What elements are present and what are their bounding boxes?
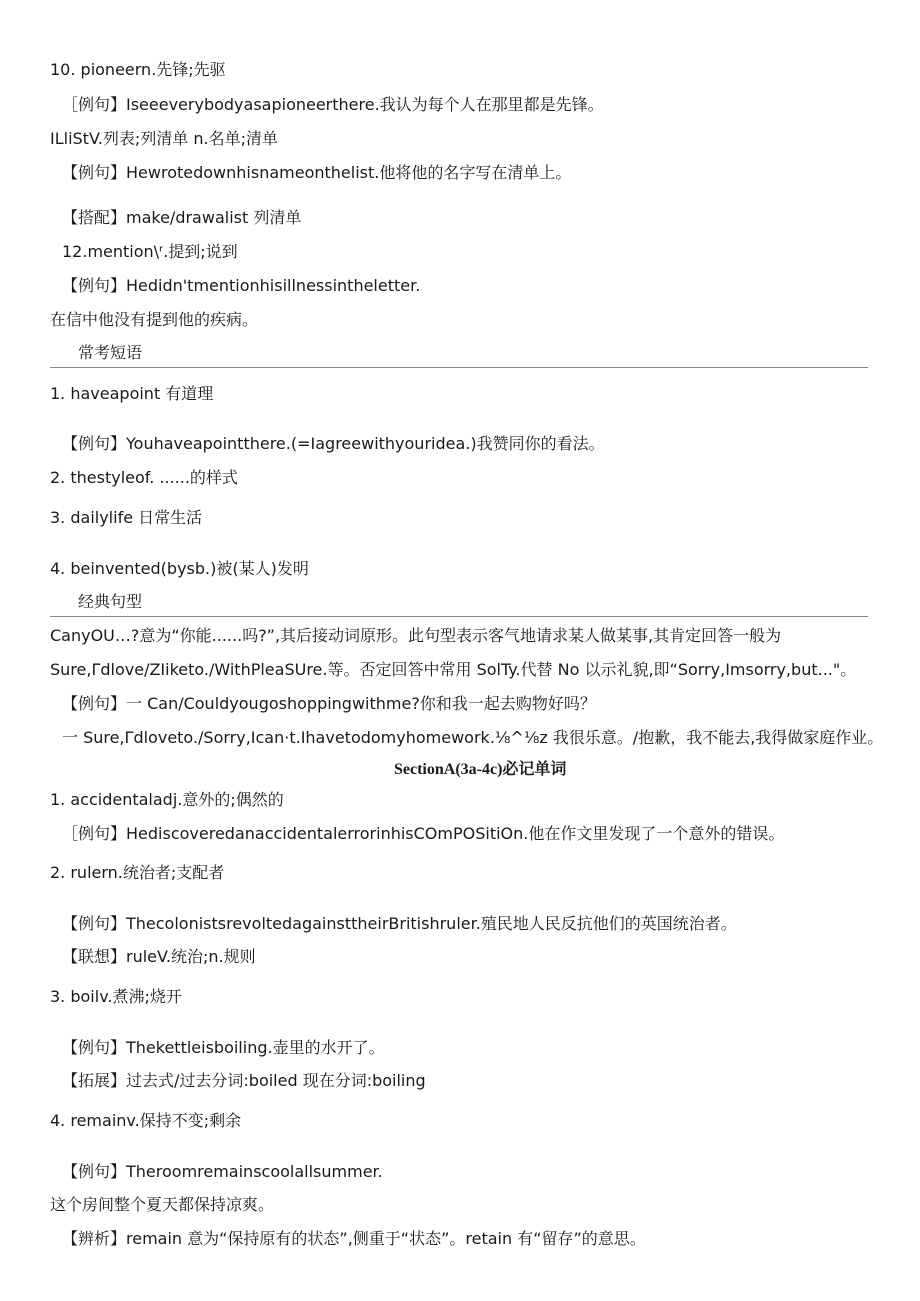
- line-4: 【例句】Hewrotedownhisnameonthelist.他将他的名字写在清单上。: [62, 163, 572, 182]
- divider: [50, 616, 868, 617]
- line-16: CanyOU…?意为“你能......吗?”,其后接动词原形。此句型表示客气地请求某人做某事,其肯定回答一般为: [50, 626, 782, 645]
- section-heading-phrases: 常考短语: [78, 343, 143, 362]
- line-26: 3. boilv.煮沸;烧开: [50, 987, 182, 1006]
- divider: [50, 367, 868, 368]
- line-22: ［例句】HediscoveredanaccidentalerrorinhisCOmPOSitiOn.他在作文里发现了一个意外的错误。: [62, 824, 785, 843]
- line-12: 2. thestyleof. ......的样式: [50, 468, 238, 487]
- line-6: 12.mention\ʳ.提到;说到: [62, 242, 238, 261]
- line-24: 【例句】ThecolonistsrevoltedagainsttheirBritishruler.殖民地人民反抗他们的英国统治者。: [62, 914, 737, 933]
- line-17: Sure,Γdlove/ZIiketo./WithPleaSUre.等。否定回答中常用 SolTy.代替 No 以示礼貌,即“Sorry,Imsorry,but..."。: [50, 660, 857, 679]
- line-2: ［例句】Iseeeverybodyasapioneerthere.我认为每个人在那里都是先锋。: [62, 95, 604, 114]
- line-14: 4. beinvented(bysb.)被(某人)发明: [50, 559, 309, 578]
- section-heading-sentences: 经典句型: [78, 592, 143, 611]
- line-18: 【例句】一 Can/Couldyougoshoppingwithme?你和我一起去购物好吗？: [62, 694, 596, 713]
- line-5: 【搭配】make/drawalist 列清单: [62, 208, 302, 227]
- line-23: 2. rulern.统治者;支配者: [50, 863, 225, 882]
- line-30: 【例句】Theroomremainscoolallsummer.: [62, 1162, 383, 1181]
- line-7: 【例句】Hedidn'tmentionhisillnessintheletter.: [62, 276, 421, 295]
- line-21: 1. accidentaladj.意外的;偶然的: [50, 790, 284, 809]
- line-13: 3. dailylife 日常生活: [50, 508, 203, 527]
- line-25: 【联想】ruleV.统治;n.规则: [62, 947, 256, 966]
- line-19: 一 Sure,Γdloveto./Sorry,Ican·t.Ihavetodomyhomework.⅛^⅛z 我很乐意。/抱歉，我不能去,我得做家庭作业。: [62, 728, 884, 747]
- line-27: 【例句】Thekettleisboiling.壶里的水开了。: [62, 1038, 385, 1057]
- line-8: 在信中他没有提到他的疾病。: [50, 310, 259, 329]
- line-3: ILliStV.列表;列清单 n.名单;清单: [50, 129, 279, 148]
- line-1: 10. pioneern.先锋;先驱: [50, 60, 226, 79]
- line-10: 1. haveapoint 有道理: [50, 384, 214, 403]
- line-32: 【辨析】remain 意为“保持原有的状态”,侧重于“状态”。retain 有“留存”的意思。: [62, 1229, 646, 1248]
- line-31: 这个房间整个夏天都保持凉爽。: [50, 1195, 275, 1214]
- section-heading-section-a: SectionA(3a-4c)必记单词: [394, 761, 567, 778]
- line-28: 【拓展】过去式/过去分词:boiled 现在分词:boiling: [62, 1071, 426, 1090]
- line-11: 【例句】Youhaveapointthere.(=Iagreewithyouridea.)我赞同你的看法。: [62, 434, 605, 453]
- line-29: 4. remainv.保持不变;剩余: [50, 1111, 242, 1130]
